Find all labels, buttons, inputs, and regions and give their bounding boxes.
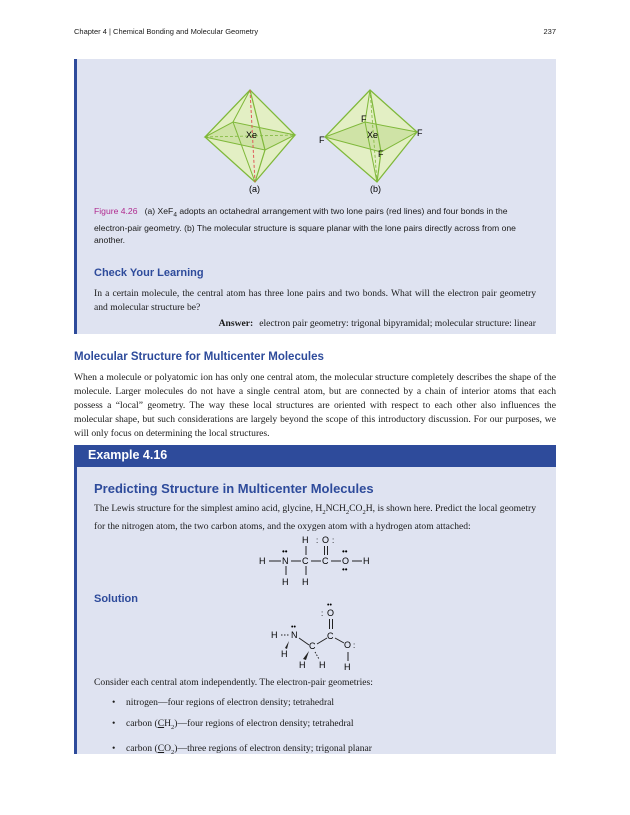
sub-3: 2 bbox=[362, 508, 366, 516]
lone-pair-o1-right: : bbox=[332, 536, 335, 545]
atom-o-right: O bbox=[342, 556, 350, 566]
atom-h-n-bottom-3d: H bbox=[281, 649, 288, 659]
answer-label: Answer: bbox=[218, 318, 254, 329]
octahedron-b bbox=[319, 90, 423, 182]
lone-pair-o-top-3d: •• bbox=[327, 603, 332, 609]
atom-h-c1-bottom: H bbox=[302, 577, 309, 587]
caption-rest: adopts an octahedral arrangement with two lone pairs (red lines) and four bonds in the electron-pair geometry. (b) The molecular structure is square planar with the lone pairs directly across from one another. bbox=[94, 206, 516, 245]
caption-sub: 4 bbox=[173, 211, 177, 219]
bullet-3-a: carbon ( bbox=[126, 742, 158, 754]
lone-pair-o-right-3d: : bbox=[353, 641, 356, 650]
example-text-1: The Lewis structure for the simplest amino acid, glycine, H bbox=[94, 503, 323, 514]
lone-pair-o2-top: •• bbox=[342, 547, 348, 556]
glycine-3d-structure bbox=[265, 603, 385, 671]
bullet-1-text: nitrogen—four regions of electron density; tetrahedral bbox=[126, 697, 335, 708]
f-label-bottom: F bbox=[378, 149, 384, 159]
section-title: Molecular Structure for Multicenter Molecules bbox=[74, 351, 324, 363]
atom-h-n-left-3d: H bbox=[271, 630, 278, 640]
page-number: 237 bbox=[543, 27, 556, 36]
octahedron-a bbox=[205, 90, 295, 182]
atom-h-left: H bbox=[259, 556, 266, 566]
example-label: Example 4.16 bbox=[88, 448, 168, 462]
lone-pair-o-left-3d: : bbox=[321, 609, 324, 618]
atom-o-top: O bbox=[322, 535, 330, 545]
answer-text: electron pair geometry: trigonal bipyramidal; molecular structure: linear bbox=[259, 318, 536, 329]
figure-caption bbox=[94, 205, 534, 246]
consider-text: Consider each central atom independently. The electron-pair geometries: bbox=[94, 677, 373, 688]
atom-n: N bbox=[282, 556, 289, 566]
atom-h-c1-top: H bbox=[302, 535, 309, 545]
figure-label-b: (b) bbox=[370, 184, 381, 194]
section-body: When a molecule or polyatomic ion has only one central atom, the molecular structure completely describes the shape of the molecule. Larger molecules do not have a single central atom, but are connected by a chain of interior atoms that each possess a “local” geometry. The way these local structures are oriented with respect to each other also influences the molecular shape, but such considerations are largely beyond the scope of this introductory discussion. For our purposes, we will only focus on determining the local structures. bbox=[74, 372, 556, 439]
bullet-3-end: )—three regions of electron density; trigonal planar bbox=[174, 742, 372, 754]
check-your-learning-question: In a certain molecule, the central atom has three lone pairs and two bonds. What will the electron pair geometry and molecular structure be? bbox=[94, 288, 536, 313]
figure-number: Figure 4.26 bbox=[94, 206, 138, 216]
list-item bbox=[112, 738, 372, 763]
bullet-2-sub: 2 bbox=[171, 723, 175, 731]
example-question bbox=[94, 502, 536, 534]
lone-pair-o1-left: : bbox=[316, 536, 319, 545]
lone-pair-n: •• bbox=[282, 547, 288, 556]
sub-1: 2 bbox=[322, 508, 326, 516]
running-header-chapter: Chapter 4 | Chemical Bonding and Molecular Geometry bbox=[74, 27, 259, 36]
lone-pair-o2-bottom: •• bbox=[342, 565, 348, 574]
atom-o-right-3d: O bbox=[344, 640, 352, 650]
example-text-4: H, is shown here. Predict the local geometry for the nitrogen atom, the two carbon atoms, and the oxygen atom with a hydrogen atom attached: bbox=[94, 503, 536, 532]
caption-prefix: (a) XeF bbox=[144, 206, 174, 216]
bullet-3-sub: 2 bbox=[171, 748, 175, 756]
list-item bbox=[112, 692, 372, 713]
bullet-2-a: carbon ( bbox=[126, 718, 158, 729]
atom-h-right: H bbox=[363, 556, 370, 566]
list-item bbox=[112, 713, 372, 738]
atom-o-top-3d: O bbox=[327, 608, 335, 618]
f-label-right: F bbox=[417, 128, 423, 138]
check-your-learning-title: Check Your Learning bbox=[94, 267, 204, 279]
bullet-2-b: H bbox=[164, 718, 172, 729]
bullet-3-b: O bbox=[164, 742, 172, 754]
glycine-lewis-structure bbox=[255, 532, 385, 588]
f-label-left: F bbox=[319, 135, 325, 145]
atom-c2: C bbox=[322, 556, 329, 566]
xe-label-b: Xe bbox=[367, 130, 379, 140]
sub-2: 2 bbox=[345, 508, 350, 516]
example-title: Predicting Structure in Multicenter Molecules bbox=[94, 481, 374, 496]
atom-c-alpha-3d: C bbox=[309, 641, 316, 651]
lone-pair-n-3d: •• bbox=[291, 624, 296, 631]
figure-label-a: (a) bbox=[249, 184, 260, 194]
atom-h-o-3d: H bbox=[344, 662, 351, 671]
check-your-learning-answer bbox=[219, 318, 536, 329]
f-label-top: F bbox=[361, 114, 367, 124]
atom-h-c-right-3d: H bbox=[319, 660, 326, 670]
example-text-2: NCH bbox=[325, 503, 346, 514]
bullet-2-end: )—four regions of electron density; tetrahedral bbox=[174, 718, 354, 729]
atom-h-c-left-3d: H bbox=[299, 660, 306, 670]
atom-h-n-bottom: H bbox=[282, 577, 289, 587]
atom-c1: C bbox=[302, 556, 309, 566]
geometry-list bbox=[112, 692, 372, 763]
bullet-3-c: C bbox=[157, 742, 165, 754]
atom-n-3d: N bbox=[291, 630, 298, 640]
solution-title: Solution bbox=[94, 593, 138, 605]
xe-label-a: Xe bbox=[246, 130, 258, 140]
xef4-figure bbox=[195, 80, 445, 198]
example-text-3: CO bbox=[349, 503, 363, 514]
atom-c-carboxyl-3d: C bbox=[327, 631, 334, 641]
bullet-2-c: C bbox=[157, 718, 165, 729]
example-header-bar bbox=[74, 445, 556, 467]
